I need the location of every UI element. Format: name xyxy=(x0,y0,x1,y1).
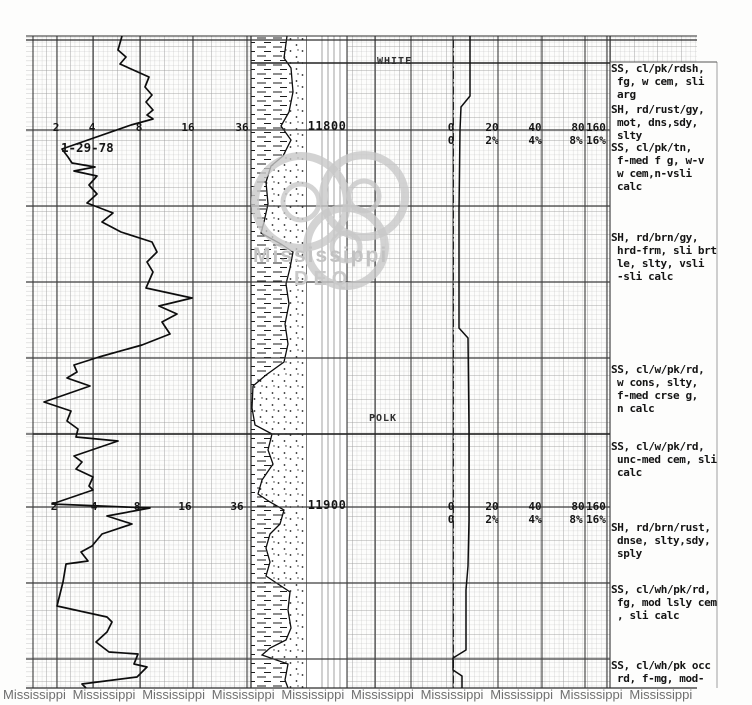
scale-tick-label: 8% xyxy=(569,134,583,147)
lithology-description xyxy=(611,583,717,622)
scale-tick-label: 36 xyxy=(235,121,249,134)
scale-tick-label: 8 xyxy=(135,121,143,134)
scale-tick-label: 4% xyxy=(528,513,542,526)
scale-tick-label: 0 xyxy=(447,500,455,513)
annotation-line: , sli calc xyxy=(617,609,680,622)
scale-tick-label: 4 xyxy=(88,121,96,134)
annotation-line: SS, cl/wh/pk/rd, xyxy=(611,583,711,596)
bottom-watermark-word: Mississippi xyxy=(281,687,345,702)
scale-tick-label: 160 xyxy=(586,500,606,513)
annotation-line: SH, rd/brn/rust, xyxy=(611,521,711,534)
bottom-watermark-word: Mississippi xyxy=(72,687,136,702)
depth-label: 11900 xyxy=(307,498,347,512)
annotation-line: SS, cl/w/pk/rd, xyxy=(611,363,705,376)
annotation-line: SS, cl/wh/pk occ xyxy=(611,659,711,672)
scale-tick-label: 16% xyxy=(586,134,606,147)
scale-tick-label: 0 xyxy=(447,513,455,526)
annotation-line: arg xyxy=(617,88,636,101)
scale-tick-label: 160 xyxy=(586,121,606,134)
annotation-line: SS, cl/w/pk/rd, xyxy=(611,440,705,453)
bottom-watermark-word: Mississippi xyxy=(629,687,693,702)
bottom-watermark-word: Mississippi xyxy=(420,687,484,702)
scale-tick-label: 8% xyxy=(569,513,583,526)
bottom-watermark-word: Mississippi xyxy=(142,687,206,702)
scale-tick-label: 80 xyxy=(571,121,585,134)
scale-tick-label: 40 xyxy=(528,500,542,513)
annotation-line: dnse, slty,sdy, xyxy=(617,534,711,547)
annotation-line: fg, w cem, sli xyxy=(617,75,705,88)
scale-tick-label: 20 xyxy=(485,500,499,513)
scale-tick-label: 0 xyxy=(447,134,455,147)
center-watermark-text: Mississippi xyxy=(253,244,389,267)
annotation-line: f-med crse g, xyxy=(617,389,698,402)
annotation-line: unc-med cem, sli xyxy=(617,453,717,466)
lithology-description xyxy=(611,521,711,560)
bottom-watermark-word: Mississippi xyxy=(490,687,554,702)
lithology-description xyxy=(611,103,704,142)
lithology-description xyxy=(611,141,704,193)
lithology-description xyxy=(611,231,717,283)
annotation-line: n calc xyxy=(617,402,655,415)
annotation-line: SH, rd/brn/gy, xyxy=(611,231,699,244)
lithology-description xyxy=(611,659,711,685)
annotation-line: calc xyxy=(617,466,642,479)
scale-tick-label: 4 xyxy=(90,500,98,513)
scale-tick-label: 8 xyxy=(133,500,141,513)
bottom-watermark-word: Mississippi xyxy=(559,687,623,702)
lithology-description xyxy=(611,363,704,415)
bottom-watermark-word: Mississippi xyxy=(351,687,414,702)
date-annotation: 1-29-78 xyxy=(61,140,114,155)
scale-tick-label: 0 xyxy=(447,121,455,134)
scale-tick-label: 40 xyxy=(528,121,542,134)
annotation-line: fg, mod lsly cem xyxy=(617,596,717,609)
depth-label: 11800 xyxy=(307,119,347,133)
annotation-line: w cons, slty, xyxy=(617,376,698,389)
center-watermark-deq: DEQ xyxy=(294,268,353,290)
scale-tick-label: 2 xyxy=(52,121,60,134)
lithology-description xyxy=(611,62,704,101)
formation-name-label: POLK xyxy=(369,413,398,424)
bottom-watermark-word: Mississippi xyxy=(211,687,275,702)
scale-tick-label: 16% xyxy=(586,513,606,526)
scale-tick-label: 80 xyxy=(571,500,585,513)
annotation-line: slty xyxy=(617,129,642,142)
annotation-line: calc xyxy=(617,180,642,193)
annotation-line: SS, cl/pk/tn, xyxy=(611,141,692,154)
annotation-line: rd, f-mg, mod- xyxy=(617,672,705,685)
scale-tick-label: 16 xyxy=(178,500,192,513)
scale-tick-label: 36 xyxy=(230,500,244,513)
scale-tick-label: 2 xyxy=(50,500,58,513)
annotation-line: hrd-frm, sli brt xyxy=(617,244,717,257)
scale-tick-label: 2% xyxy=(485,513,499,526)
scale-tick-label: 4% xyxy=(528,134,542,147)
lithology-description xyxy=(611,440,717,479)
annotation-line: SS, cl/pk/rdsh, xyxy=(611,62,705,75)
annotation-line: sply xyxy=(617,547,642,560)
annotation-line: f-med f g, w-v xyxy=(617,154,705,167)
annotation-line: mot, dns,sdy, xyxy=(617,116,698,129)
scale-tick-label: 16 xyxy=(181,121,195,134)
annotation-line: SH, rd/rust/gy, xyxy=(611,103,705,116)
annotation-line: w cem,n-vsli xyxy=(617,167,692,180)
annotation-line: -sli calc xyxy=(617,270,674,283)
scale-tick-label: 2% xyxy=(485,134,499,147)
annotation-line: le, slty, vsli xyxy=(617,257,705,270)
bottom-watermark-word: Mississippi xyxy=(3,687,66,702)
scale-tick-label: 20 xyxy=(485,121,499,134)
formation-name-label: WHITE xyxy=(377,56,413,67)
